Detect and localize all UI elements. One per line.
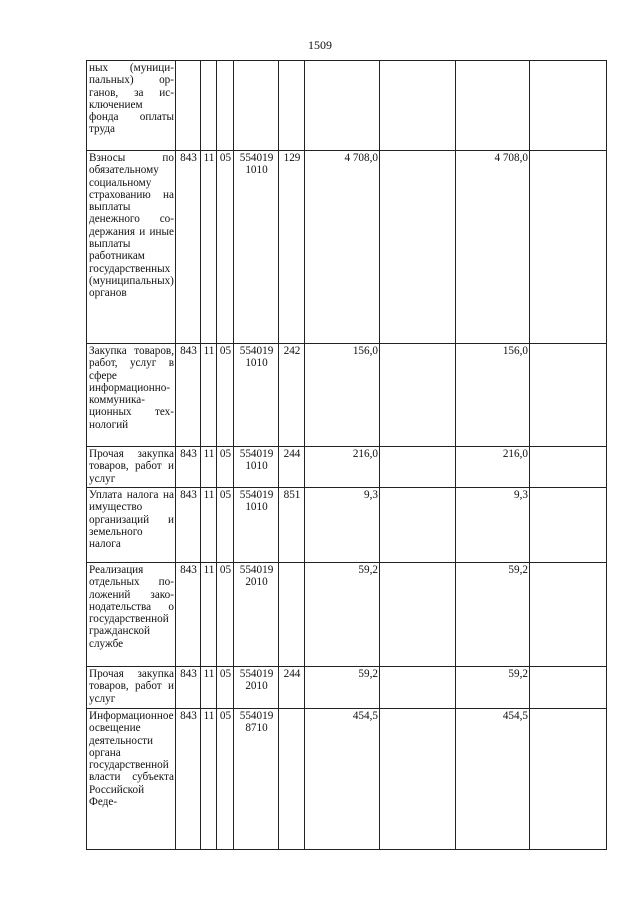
target-article-code-part1: 554019 [239,448,274,460]
page-number: 1509 [308,38,332,52]
table-row [87,563,607,667]
amount-total: 4 708,0 [305,151,380,344]
target-article-code [234,151,279,344]
department-code: 843 [176,447,201,488]
expense-type-code: 129 [279,151,305,344]
amount-column-3: 216,0 [456,447,530,488]
subsection-code: 05 [217,563,234,667]
amount-total: 454,5 [305,709,380,850]
target-article-code [234,61,279,151]
section-code: 11 [201,709,217,850]
amount-column-2 [380,151,456,344]
target-article-code-part1: 554019 [239,564,274,576]
subsection-code: 05 [217,447,234,488]
department-code: 843 [176,709,201,850]
section-code: 11 [201,667,217,709]
item-description: Информационное освещение деятельности органа государственной власти субъекта Российской Феде- [87,709,176,850]
amount-column-4 [530,151,607,344]
amount-total [305,61,380,151]
target-article-code-part2: 1010 [245,501,268,514]
expense-type-code: 242 [279,344,305,447]
amount-total: 59,2 [305,563,380,667]
amount-column-4 [530,563,607,667]
amount-total: 9,3 [305,488,380,563]
amount-column-4 [530,488,607,563]
item-description: Реализация отдельных положений законодательства о государственной гражданской службе [87,563,176,667]
amount-column-4 [530,61,607,151]
expense-type-code: 244 [279,447,305,488]
section-code: 11 [201,447,217,488]
section-code: 11 [201,151,217,344]
expense-type-code [279,709,305,850]
amount-column-4 [530,667,607,709]
target-article-code-part1: 554019 [239,710,274,722]
amount-column-2 [380,447,456,488]
table-row [87,151,607,344]
table-row [87,447,607,488]
target-article-code-part2: 1010 [245,357,268,370]
amount-column-2 [380,667,456,709]
amount-column-3: 156,0 [456,344,530,447]
section-code [201,61,217,151]
target-article-code [234,709,279,850]
budget-table [86,60,607,850]
amount-total: 216,0 [305,447,380,488]
table-row [87,61,607,151]
target-article-code-part1: 554019 [239,152,274,164]
table-row [87,488,607,563]
expense-type-code: 244 [279,667,305,709]
amount-column-2 [380,344,456,447]
section-code: 11 [201,344,217,447]
amount-column-3: 59,2 [456,667,530,709]
table-row [87,709,607,850]
target-article-code-part2: 1010 [245,460,268,473]
subsection-code: 05 [217,344,234,447]
section-code: 11 [201,563,217,667]
subsection-code [217,61,234,151]
amount-column-4 [530,447,607,488]
department-code: 843 [176,563,201,667]
amount-column-2 [380,488,456,563]
subsection-code: 05 [217,151,234,344]
target-article-code [234,563,279,667]
item-description: Взносы по обязательному социальному страхованию на выплаты денежного содержания и иные выплаты работникам государственных (муниципальных) органов [87,151,176,344]
amount-column-3: 4 708,0 [456,151,530,344]
amount-column-3 [456,61,530,151]
item-description: Уплата налога на имущество организаций и земельного налога [87,488,176,563]
amount-column-2 [380,563,456,667]
expense-type-code [279,61,305,151]
amount-column-4 [530,344,607,447]
expense-type-code [279,563,305,667]
target-article-code-part2: 2010 [245,576,268,589]
target-article-code-part1: 554019 [239,489,274,501]
department-code: 843 [176,488,201,563]
item-description: Закупка товаров, работ, услуг в сфере информационно-коммуникационных технологий [87,344,176,447]
target-article-code [234,488,279,563]
amount-total: 59,2 [305,667,380,709]
target-article-code [234,667,279,709]
amount-column-3: 59,2 [456,563,530,667]
item-description: Прочая закупка товаров, работ и услуг [87,447,176,488]
subsection-code: 05 [217,709,234,850]
table-row [87,344,607,447]
section-code: 11 [201,488,217,563]
department-code [176,61,201,151]
target-article-code [234,447,279,488]
target-article-code [234,344,279,447]
table-row [87,667,607,709]
target-article-code-part2: 8710 [245,722,268,735]
department-code: 843 [176,667,201,709]
target-article-code-part2: 1010 [245,164,268,177]
department-code: 843 [176,344,201,447]
target-article-code-part1: 554019 [239,668,274,680]
subsection-code: 05 [217,488,234,563]
amount-total: 156,0 [305,344,380,447]
amount-column-3: 454,5 [456,709,530,850]
target-article-code-part2: 2010 [245,680,268,693]
item-description: Прочая закупка товаров, работ и услуг [87,667,176,709]
amount-column-4 [530,709,607,850]
amount-column-2 [380,709,456,850]
item-description: ных (муниципальных) органов, за исключением фонда оплаты труда [87,61,176,151]
subsection-code: 05 [217,667,234,709]
target-article-code-part1: 554019 [239,345,274,357]
amount-column-3: 9,3 [456,488,530,563]
department-code: 843 [176,151,201,344]
expense-type-code: 851 [279,488,305,563]
amount-column-2 [380,61,456,151]
